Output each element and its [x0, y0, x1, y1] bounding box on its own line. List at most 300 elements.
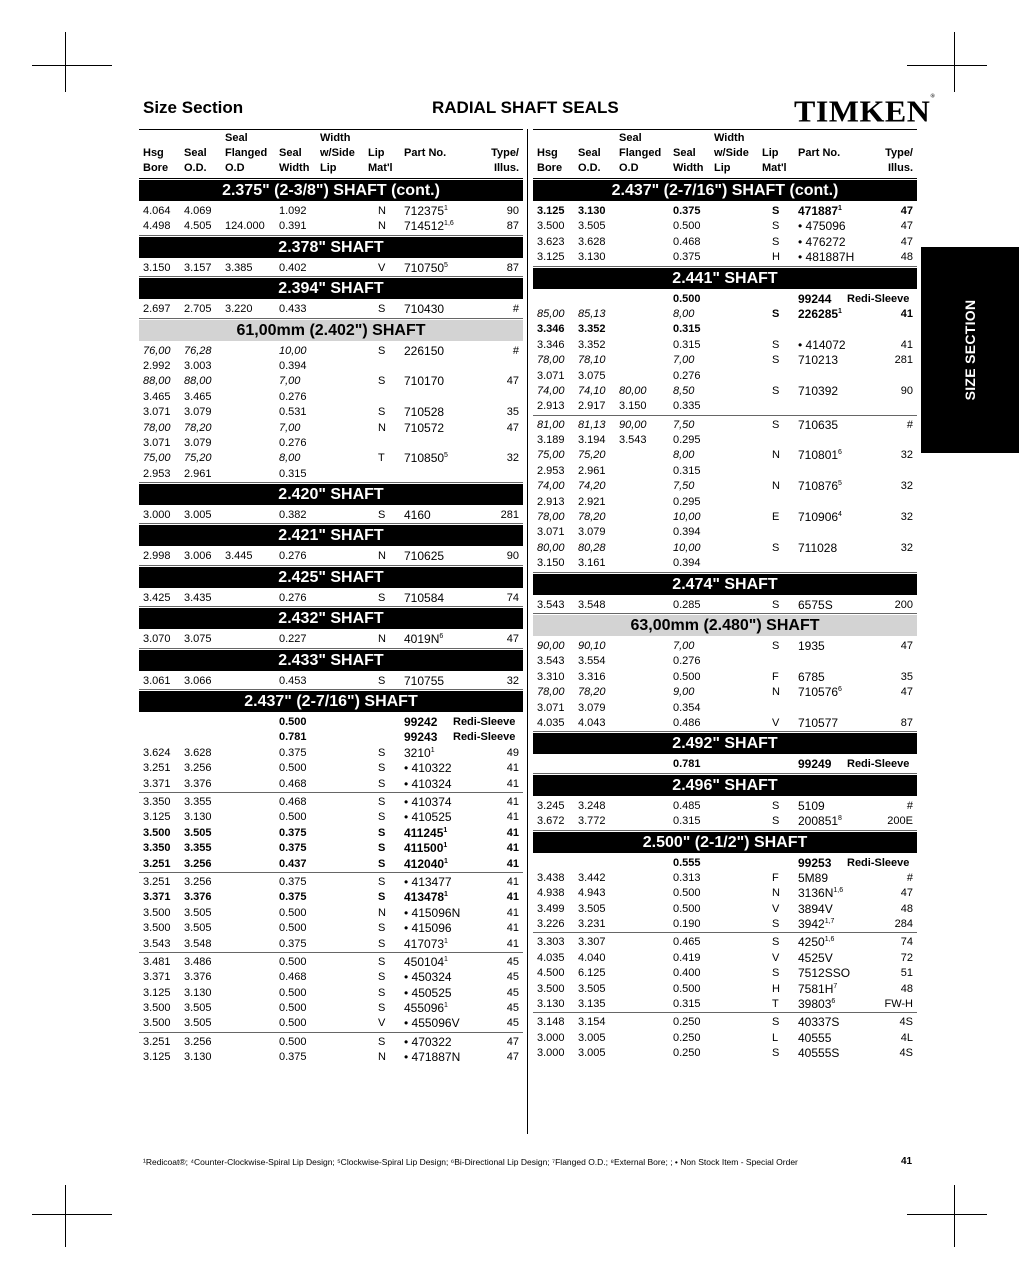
table-row: [533, 556, 917, 571]
table-row: [533, 701, 917, 716]
hsg-bore: 74,00: [537, 384, 565, 397]
footnote-ref: 1: [444, 891, 448, 899]
table-row: [139, 508, 523, 523]
type-illus: 47: [506, 1035, 519, 1048]
hsg-bore: 78,00: [537, 511, 565, 524]
seal-width: 0.419: [673, 951, 701, 964]
seal-width: 0.500: [279, 922, 307, 935]
hsg-bore: 90,00: [537, 639, 565, 652]
seal-od: 3.079: [184, 436, 212, 449]
seal-width: 0.500: [673, 887, 701, 900]
type-illus: #: [512, 303, 519, 316]
seal-width: 0.500: [279, 1035, 307, 1048]
seal-width: 0.555: [673, 856, 701, 869]
seal-od: 3.376: [184, 891, 212, 904]
footnote-ref: 5: [444, 261, 448, 269]
footnote: ¹Redicoat®; ⁴Counter-Clockwise-Spiral Lip Design; ⁵Clockwise-Spiral Lip Design; ⁶Bi-Directional Lip Design; ⁷Flanged O.D.; ⁸External Bore; ; • Non Stock Item - Special Order: [143, 1157, 798, 1167]
table-group: [139, 793, 523, 873]
column-header-label: O.D: [225, 162, 245, 174]
lip-material: S: [378, 971, 386, 984]
seal-od: 4.043: [578, 716, 606, 729]
hsg-bore: 3.251: [143, 857, 171, 870]
seal-width: 0.500: [279, 811, 307, 824]
hsg-bore: 3.130: [537, 998, 565, 1011]
table-row: [139, 674, 523, 689]
seal-width: 0.382: [279, 509, 307, 522]
table-row: [139, 436, 523, 451]
seal-width: 7,50: [673, 418, 695, 431]
part-number: $3136N^{1,6}$: [798, 886, 844, 901]
column-header-label: Seal: [619, 132, 642, 144]
table-row: [533, 1015, 917, 1030]
hsg-bore: 3.303: [537, 936, 565, 949]
part-number: 710392: [798, 383, 839, 398]
seal-od: 3.772: [578, 815, 606, 828]
seal-od: 3.505: [578, 220, 606, 233]
footnote-ref: 1: [430, 746, 435, 754]
seal-width: 0.433: [279, 303, 307, 316]
hsg-bore: 2.913: [537, 495, 565, 508]
seal-flanged-od: 3.220: [225, 303, 253, 316]
part-number: • 410322: [404, 761, 452, 776]
type-illus: 41: [506, 826, 519, 839]
seal-od: 3.355: [184, 795, 212, 808]
column-header-label: Seal: [673, 147, 696, 159]
type-illus: Redi-Sleeve: [453, 731, 516, 744]
seal-od: 78,20: [578, 686, 606, 699]
type-illus: 32: [900, 449, 913, 462]
table-row: [139, 390, 523, 405]
type-illus: 41: [506, 777, 519, 790]
part-number: 40555S: [798, 1046, 840, 1061]
seal-od: 80,28: [578, 541, 606, 554]
hsg-bore: 3.071: [537, 369, 565, 382]
seal-od: 3.505: [184, 922, 212, 935]
seal-width: 0.465: [673, 936, 701, 949]
type-illus: 87: [900, 716, 913, 729]
seal-width: 0.375: [673, 205, 701, 217]
type-illus: 47: [900, 686, 913, 699]
part-number: 1935: [798, 638, 825, 653]
part-number: • 450525: [404, 985, 452, 1000]
seal-width: 0.453: [279, 674, 307, 687]
part-number: 226150: [404, 343, 445, 358]
table-row: [139, 715, 523, 730]
table-row: [139, 875, 523, 890]
table-row: [139, 795, 523, 810]
part-number: • 476272: [798, 234, 846, 249]
footnote-ref: 1: [838, 307, 842, 315]
shaft-size-heading: 2.433" SHAFT: [139, 650, 523, 671]
seal-od: 3.256: [184, 875, 212, 888]
part-number: 711028: [798, 540, 838, 555]
part-number: 4160: [404, 508, 431, 523]
seal-width: 0.315: [673, 998, 701, 1011]
table-row: [139, 421, 523, 436]
table-group: [533, 933, 917, 1013]
seal-width: 0.227: [279, 633, 307, 646]
table-row: [533, 479, 917, 494]
type-illus: 281: [500, 509, 519, 522]
seal-od: 3.079: [184, 406, 212, 419]
type-illus: 41: [506, 762, 519, 775]
part-number: • 415096: [404, 921, 452, 936]
part-number: 712375$^1$: [404, 204, 448, 218]
table-group: [139, 608, 523, 648]
lip-material: S: [772, 815, 780, 828]
seal-od: 2.921: [578, 495, 606, 508]
column-header-label: Lip: [320, 162, 337, 174]
part-number: 710576$^6$: [798, 685, 842, 700]
seal-width: 8,50: [673, 384, 695, 397]
shaft-size-heading: 63,00mm (2.480") SHAFT: [533, 615, 917, 636]
table-row: [139, 730, 523, 745]
hsg-bore: 3.346: [537, 323, 565, 336]
table-row: [533, 399, 917, 414]
hsg-bore: 3.125: [143, 1051, 171, 1064]
type-illus: 41: [506, 857, 519, 870]
type-illus: 72: [900, 951, 913, 964]
type-illus: 47: [900, 639, 913, 652]
table-group: [139, 484, 523, 524]
footnote-ref: 1: [444, 857, 448, 865]
table-row: [139, 451, 523, 466]
table-row: [533, 871, 917, 886]
seal-width: 0.500: [279, 716, 307, 729]
type-illus: 45: [506, 1002, 519, 1015]
lip-material: T: [772, 998, 779, 1011]
seal-od: 3.548: [578, 598, 606, 611]
table-group: [139, 180, 523, 236]
seal-width: 0.250: [673, 1047, 701, 1060]
seal-width: 0.485: [673, 799, 701, 812]
hsg-bore: 3.543: [537, 598, 565, 611]
hsg-bore: 75,00: [143, 452, 171, 465]
hsg-bore: 3.071: [143, 436, 171, 449]
hsg-bore: 3.500: [143, 1002, 171, 1015]
footnote-ref: 1: [444, 937, 448, 945]
table-group: [139, 1033, 523, 1066]
column-header-label: Bore: [537, 162, 563, 174]
type-illus: #: [906, 418, 913, 431]
hsg-bore: 3.438: [537, 871, 565, 884]
seal-od: 3.130: [578, 205, 606, 217]
lip-material: S: [772, 936, 780, 949]
part-number: 99253: [798, 855, 832, 870]
seal-width: 0.313: [673, 871, 701, 884]
seal-width: 0.500: [279, 986, 307, 999]
trademark-mark: ®: [930, 93, 936, 100]
seal-width: 0.500: [673, 220, 701, 233]
part-number: • 471887N: [404, 1050, 461, 1065]
column-header-label: Lip: [762, 147, 779, 159]
seal-width: 0.250: [673, 1016, 701, 1029]
hsg-bore: 3.350: [143, 842, 171, 855]
lip-material: S: [772, 338, 780, 351]
lip-material: S: [772, 418, 780, 431]
hsg-bore: 3.371: [143, 777, 171, 790]
table-row: [533, 510, 917, 525]
type-illus: 45: [506, 971, 519, 984]
seal-od: 2.705: [184, 303, 212, 316]
seal-width: 9,00: [673, 686, 695, 699]
seal-od: 3.628: [184, 746, 212, 759]
seal-od: 75,20: [578, 449, 606, 462]
hsg-bore: 3.251: [143, 1035, 171, 1048]
table-row: [139, 302, 523, 317]
part-number: 99249: [798, 757, 832, 772]
part-number: 710584: [404, 590, 445, 605]
seal-od: 3.505: [184, 826, 212, 839]
table-group: [139, 237, 523, 277]
hsg-bore: 78,00: [143, 421, 171, 434]
part-number: • 415096N: [404, 905, 461, 920]
part-number: 455096$^1$: [404, 1001, 448, 1016]
seal-od: 3.376: [184, 971, 212, 984]
hsg-bore: 76,00: [143, 344, 171, 357]
hsg-bore: 88,00: [143, 375, 171, 388]
part-number: 99243: [404, 730, 438, 745]
seal-width: 0.375: [279, 826, 307, 839]
hsg-bore: 3.070: [143, 633, 171, 646]
seal-od: 3.130: [184, 1051, 212, 1064]
type-illus: 32: [900, 541, 913, 554]
lip-material: V: [772, 716, 780, 729]
table-row: [533, 525, 917, 540]
table-group: [533, 416, 917, 573]
lip-material: S: [378, 406, 386, 419]
lip-material: N: [378, 421, 386, 434]
table-group: [533, 733, 917, 773]
footnote-ref: 6: [439, 633, 444, 641]
seal-od: 3.130: [578, 251, 606, 264]
lip-material: S: [772, 1047, 780, 1060]
part-number: 710213: [798, 353, 839, 368]
table-group: [533, 268, 917, 416]
seal-flanged-od: 80,00: [619, 384, 647, 397]
type-illus: 41: [506, 937, 519, 950]
hsg-bore: 3.346: [537, 338, 565, 351]
shaft-size-heading: 2.474" SHAFT: [533, 574, 917, 595]
type-illus: 41: [506, 906, 519, 919]
hsg-bore: 2.953: [143, 467, 171, 480]
table-row: [533, 384, 917, 399]
hsg-bore: 4.035: [537, 951, 565, 964]
seal-width: 0.375: [279, 937, 307, 950]
seal-flanged-od: 3.150: [619, 400, 647, 413]
table-row: [533, 966, 917, 981]
footnote-ref: 1: [443, 826, 448, 834]
lip-material: S: [378, 591, 386, 604]
hsg-bore: 3.500: [143, 922, 171, 935]
crop-mark: [65, 1185, 66, 1247]
seal-width: 0.375: [279, 746, 307, 759]
table-row: [533, 307, 917, 322]
hsg-bore: 3.310: [537, 670, 565, 683]
table-row: [533, 935, 917, 950]
lip-material: N: [378, 633, 386, 646]
hsg-bore: 4.035: [537, 716, 565, 729]
seal-width: 0.190: [673, 918, 701, 931]
seal-od: 81,13: [578, 418, 606, 431]
type-illus: 47: [506, 421, 519, 434]
type-illus: FW-H: [884, 998, 913, 1011]
hsg-bore: 2.953: [537, 464, 565, 477]
right-table: [533, 129, 917, 1062]
part-number: 5109: [798, 798, 825, 813]
seal-od: 88,00: [184, 375, 212, 388]
lip-material: S: [772, 307, 780, 320]
seal-od: 3.075: [578, 369, 606, 382]
table-row: [533, 757, 917, 772]
hsg-bore: 3.150: [143, 261, 171, 274]
hsg-bore: 3.226: [537, 918, 565, 931]
column-header-label: Mat'l: [368, 162, 393, 174]
part-number: 710170: [404, 374, 445, 389]
table-group: [533, 1013, 917, 1061]
footnote-ref: 6: [838, 686, 842, 694]
table-row: [139, 344, 523, 359]
hsg-bore: 3.481: [143, 955, 171, 968]
seal-od: 3.505: [184, 1017, 212, 1030]
shaft-size-heading: 61,00mm (2.402") SHAFT: [139, 320, 523, 341]
part-number: 710577: [798, 715, 839, 730]
column-header-label: Width: [320, 132, 351, 144]
lip-material: S: [378, 509, 386, 522]
lip-material: S: [378, 875, 386, 888]
seal-width: 0.394: [673, 526, 701, 539]
lip-material: H: [772, 251, 780, 264]
seal-od: 3.505: [578, 982, 606, 995]
type-illus: 41: [506, 842, 519, 855]
seal-width: 0.295: [673, 495, 701, 508]
seal-od: 3.352: [578, 323, 606, 336]
lip-material: S: [378, 375, 386, 388]
footnote-ref: 8: [838, 815, 842, 823]
shaft-size-heading: 2.500" (2-1/2") SHAFT: [533, 832, 917, 853]
type-illus: 47: [900, 235, 913, 248]
column-header-label: Lip: [714, 162, 731, 174]
hsg-bore: 3.000: [537, 1031, 565, 1044]
seal-width: 1.092: [279, 205, 307, 217]
seal-od: 3.307: [578, 936, 606, 949]
part-number: 710635: [798, 417, 839, 432]
seal-width: 0.500: [279, 1002, 307, 1015]
table-row: [533, 338, 917, 353]
type-illus: 90: [506, 205, 519, 217]
type-illus: 48: [900, 982, 913, 995]
part-number: 40337S: [798, 1015, 840, 1030]
seal-od: 3.005: [578, 1047, 606, 1060]
lip-material: S: [772, 235, 780, 248]
table-row: [139, 841, 523, 856]
part-number: 99242: [404, 715, 438, 730]
column-header-label: Illus.: [887, 162, 913, 174]
part-number: 4250$^{1,6}$: [798, 935, 835, 950]
table-row: [139, 374, 523, 389]
table-row: [139, 921, 523, 936]
shaft-size-heading: 2.375" (2-3/8") SHAFT (cont.): [139, 180, 523, 201]
type-illus: 47: [900, 205, 913, 217]
type-illus: #: [512, 344, 519, 357]
lip-material: S: [772, 918, 780, 931]
seal-od: 3.066: [184, 674, 212, 687]
lip-material: T: [378, 452, 385, 465]
table-row: [533, 982, 917, 997]
part-number: 417073$^1$: [404, 936, 448, 951]
seal-od: 4.040: [578, 951, 606, 964]
table-row: [533, 1031, 917, 1046]
lip-material: S: [772, 354, 780, 367]
type-illus: 284: [894, 918, 913, 931]
seal-width: 0.315: [673, 815, 701, 828]
table-row: [533, 250, 917, 265]
lip-material: S: [772, 220, 780, 233]
lip-material: S: [378, 937, 386, 950]
type-illus: 87: [506, 220, 519, 233]
column-header-label: Seal: [578, 147, 601, 159]
seal-width: 0.500: [279, 955, 307, 968]
type-illus: 87: [506, 261, 519, 274]
type-illus: 35: [900, 670, 913, 683]
hsg-bore: 3.148: [537, 1016, 565, 1029]
part-number: • 481887H: [798, 250, 855, 265]
column-header-label: Seal: [225, 132, 248, 144]
table-row: [533, 353, 917, 368]
section-title: Size Section: [143, 98, 244, 117]
type-illus: 48: [900, 902, 913, 915]
hsg-bore: 3.125: [537, 205, 565, 217]
shaft-size-heading: 2.394" SHAFT: [139, 278, 523, 299]
seal-width: 7,00: [673, 354, 695, 367]
footnote-ref: 7: [833, 982, 838, 990]
column-header: [533, 129, 917, 179]
table-row: [139, 955, 523, 970]
part-number: $4019N^6$: [404, 632, 444, 647]
seal-od: 3.256: [184, 857, 212, 870]
seal-od: 74,20: [578, 480, 606, 493]
lip-material: S: [378, 762, 386, 775]
lip-material: S: [378, 891, 386, 904]
seal-od: 3.376: [184, 777, 212, 790]
table-row: [533, 541, 917, 556]
seal-width: 7,00: [673, 639, 695, 652]
seal-width: 0.315: [279, 467, 307, 480]
part-number: 450104$^1$: [404, 954, 448, 969]
seal-width: 0.500: [279, 1017, 307, 1030]
hsg-bore: 3.071: [143, 406, 171, 419]
seal-width: 0.375: [279, 842, 307, 855]
type-illus: 32: [900, 480, 913, 493]
footnote-ref: 1: [443, 842, 448, 850]
lip-material: N: [772, 449, 780, 462]
table-group: [139, 953, 523, 1033]
part-number: • 410324: [404, 776, 452, 791]
table-row: [533, 219, 917, 234]
column-header-label: Width: [714, 132, 745, 144]
seal-od: 3.130: [184, 986, 212, 999]
column-header-label: O.D.: [578, 162, 601, 174]
seal-od: 4.943: [578, 887, 606, 900]
column-header-label: Part No.: [404, 147, 447, 159]
lip-material: S: [378, 746, 386, 759]
seal-width: 0.335: [673, 400, 701, 413]
lip-material: S: [772, 541, 780, 554]
type-illus: 4S: [899, 1047, 913, 1060]
hsg-bore: 3.672: [537, 815, 565, 828]
lip-material: V: [772, 902, 780, 915]
seal-width: 8,00: [279, 452, 301, 465]
